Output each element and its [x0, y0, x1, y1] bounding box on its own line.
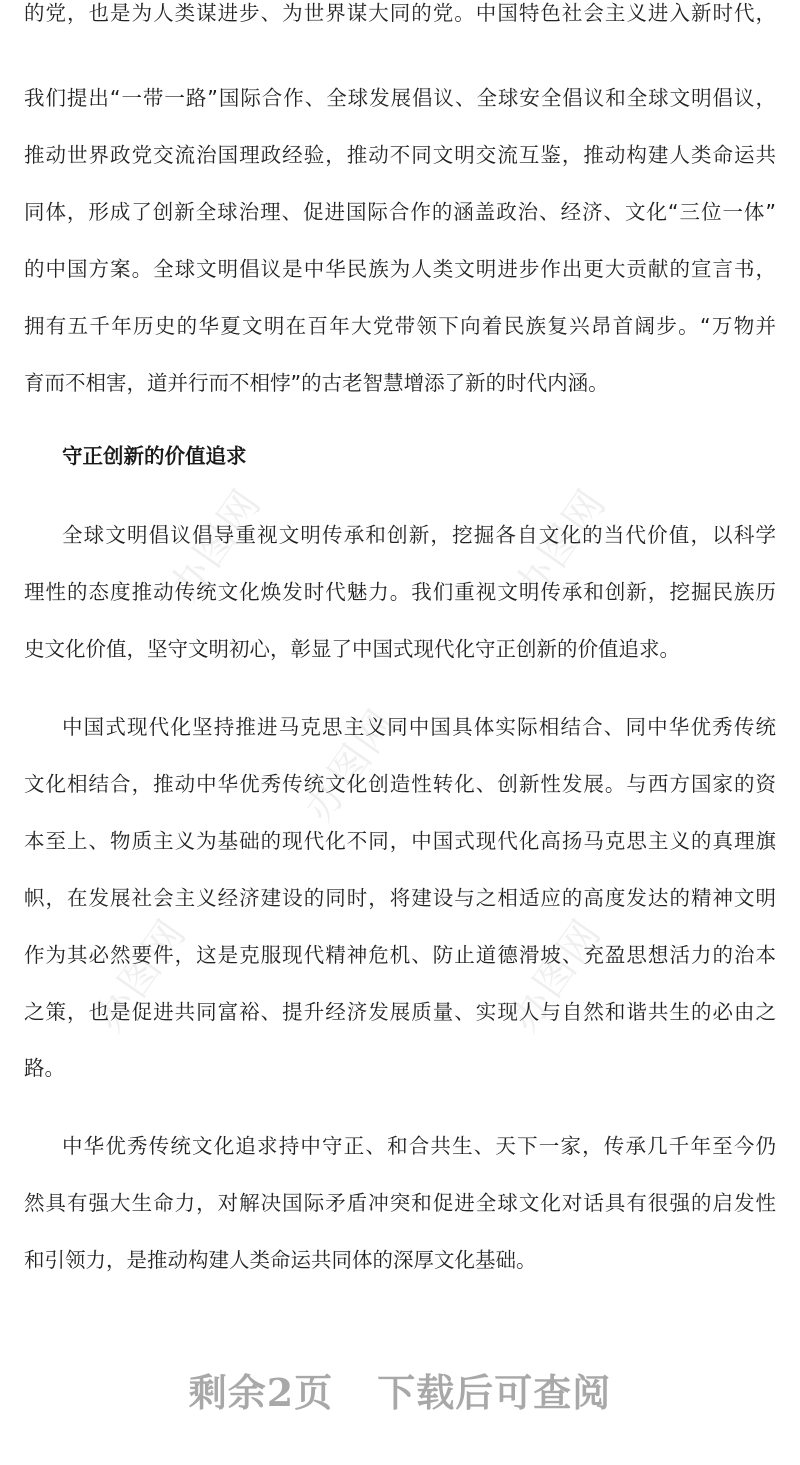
section-heading: 守正创新的价值追求 [62, 444, 247, 468]
paragraph-line: 帜，在发展社会主义经济建设的同时，将建设与之相适应的高度发达的精神文明 [24, 886, 776, 910]
paragraph-line: 中华优秀传统文化追求持中守正、和合共生、天下一家，传承几千年至今仍 [62, 1134, 776, 1158]
paragraph-line: 本至上、物质主义为基础的现代化不同，中国式现代化高扬马克思主义的真理旗 [24, 829, 776, 853]
paragraph-line: 同体，形成了创新全球治理、促进国际合作的涵盖政治、经济、文化“三位一体” [24, 200, 776, 224]
paragraph-line: 全球文明倡议倡导重视文明传承和创新，挖掘各自文化的当代价值，以科学 [62, 523, 776, 547]
paragraph-line: 中国式现代化坚持推进马克思主义同中国具体实际相结合、同中华优秀传统 [62, 715, 776, 739]
paragraph-line: 拥有五千年历史的华夏文明在百年大党带领下向着民族复兴昂首阔步。“万物并 [24, 314, 776, 338]
paragraph-line: 育而不相害，道并行而不相悖”的古老智慧增添了新的时代内涵。 [24, 371, 609, 395]
paragraph-line: 推动世界政党交流治国理政经验，推动不同文明交流互鉴，推动构建人类命运共 [24, 143, 776, 167]
watermark: 办图网 [500, 910, 611, 1041]
watermark: 办图网 [160, 480, 271, 611]
paragraph-line: 和引领力，是推动构建人类命运共同体的深厚文化基础。 [24, 1248, 537, 1272]
paragraph-line: 史文化价值，坚守文明初心，彰显了中国式现代化守正创新的价值追求。 [24, 637, 680, 661]
paragraph-line: 的党，也是为人类谋进步、为世界谋大同的党。中国特色社会主义进入新时代， [24, 1, 776, 25]
paragraph-line: 然具有强大生命力，对解决国际矛盾冲突和促进全球文化对话具有很强的启发性 [24, 1191, 776, 1215]
paragraph-line: 文化相结合，推动中华优秀传统文化创造性转化、创新性发展。与西方国家的资 [24, 772, 776, 796]
remaining-pages-banner[interactable] [0, 1362, 800, 1417]
watermark: 办图网 [505, 480, 616, 611]
paragraph-line: 理性的态度推动传统文化焕发时代魅力。我们重视文明传承和创新，挖掘民族历 [24, 580, 776, 604]
paragraph-line: 作为其必然要件，这是克服现代精神危机、防止道德滑坡、充盈思想活力的治本 [24, 943, 776, 967]
watermark: 办图网 [295, 700, 406, 831]
paragraph-line: 路。 [24, 1056, 65, 1080]
remaining-pages-label: 剩余2页 [188, 1370, 334, 1415]
paragraph-line: 之策，也是促进共同富裕、提升经济发展质量、实现人与自然和谐共生的必由之 [24, 1000, 776, 1024]
paragraph-line: 的中国方案。全球文明倡议是中华民族为人类文明进步作出更大贡献的宣言书， [24, 257, 776, 281]
download-to-view-label[interactable]: 下载后可查阅 [377, 1370, 612, 1415]
watermark: 办图网 [85, 910, 196, 1041]
paragraph-line: 我们提出“一带一路”国际合作、全球发展倡议、全球安全倡议和全球文明倡议， [24, 86, 776, 110]
